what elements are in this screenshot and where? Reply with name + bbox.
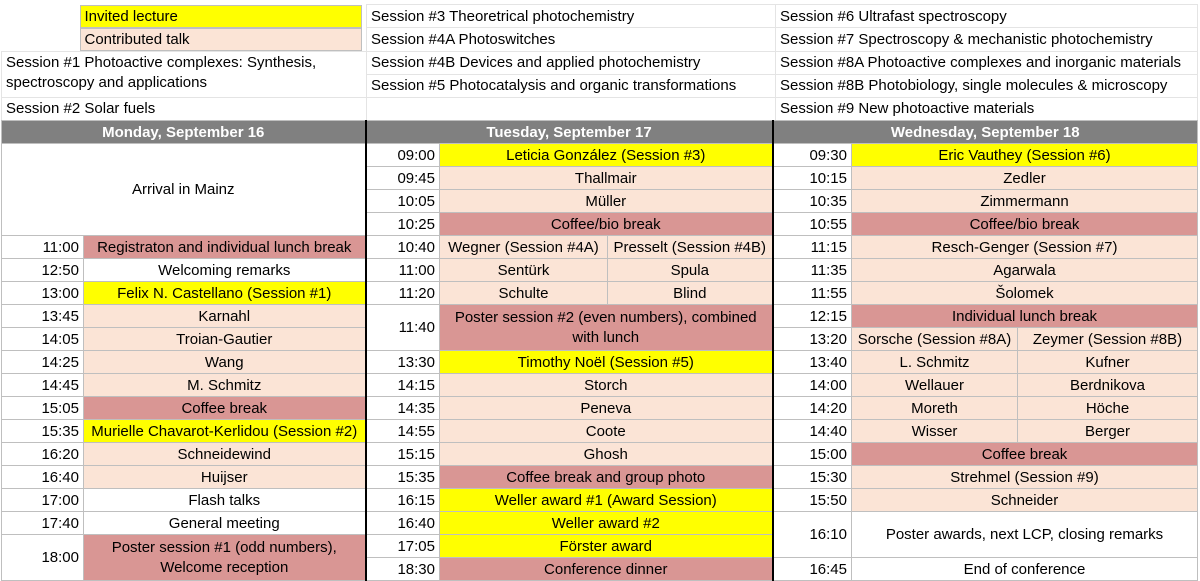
tue-time: 16:40 [366, 512, 440, 535]
tue-time: 10:25 [366, 213, 440, 236]
wed-event-a: Moreth [852, 397, 1018, 420]
schedule-table [1, 120, 1198, 581]
wed-event: Individual lunch break [852, 305, 1198, 328]
schedule-row [2, 144, 1198, 167]
tue-time: 14:55 [366, 420, 440, 443]
wed-event: Coffee/bio break [852, 213, 1198, 236]
wed-time: 13:40 [773, 351, 852, 374]
wed-event: Schneider [852, 489, 1198, 512]
tue-event: Förster award [440, 535, 773, 558]
mon-event: General meeting [84, 512, 366, 535]
legend-session-3: Session #3 Theoretrical photochemistry [367, 5, 776, 28]
wed-event-b: Berger [1018, 420, 1198, 443]
tue-time: 14:35 [366, 397, 440, 420]
wed-event-a: Sorsche (Session #8A) [852, 328, 1018, 351]
tue-time: 11:00 [366, 259, 440, 282]
tue-time: 17:05 [366, 535, 440, 558]
legend-session-6: Session #6 Ultrafast spectroscopy [776, 5, 1198, 28]
wed-time: 15:30 [773, 466, 852, 489]
mon-event: Flash talks [84, 489, 366, 512]
wed-time: 10:35 [773, 190, 852, 213]
tue-time: 09:45 [366, 167, 440, 190]
tue-event-b: Blind [608, 282, 773, 305]
mon-time: 17:40 [2, 512, 84, 535]
tue-event: Conference dinner [440, 558, 773, 581]
tue-event: Timothy Noël (Session #5) [440, 351, 773, 374]
wed-time: 16:10 [773, 512, 852, 558]
legend-empty [367, 97, 776, 120]
mon-time: 17:00 [2, 489, 84, 512]
mon-time: 14:45 [2, 374, 84, 397]
mon-event: Schneidewind [84, 443, 366, 466]
day-header-row [2, 121, 1198, 144]
legend-session-2: Session #2 Solar fuels [2, 97, 367, 120]
tue-event-a: Schulte [440, 282, 608, 305]
tue-event: Coote [440, 420, 773, 443]
day-header-monday: Monday, September 16 [2, 121, 366, 144]
tue-event: Thallmair [440, 167, 773, 190]
schedule-row [2, 397, 1198, 420]
wed-time: 10:55 [773, 213, 852, 236]
wed-event: Zedler [852, 167, 1198, 190]
wed-time: 14:20 [773, 397, 852, 420]
mon-event: Murielle Chavarot-Kerlidou (Session #2) [84, 420, 366, 443]
mon-time: 16:40 [2, 466, 84, 489]
wed-event-a: L. Schmitz [852, 351, 1018, 374]
mon-time: 15:05 [2, 397, 84, 420]
wed-event: Resch-Genger (Session #7) [852, 236, 1198, 259]
wed-time: 09:30 [773, 144, 852, 167]
tue-time: 11:20 [366, 282, 440, 305]
schedule-row [2, 236, 1198, 259]
tue-event: Coffee break and group photo [440, 466, 773, 489]
legend-table [1, 4, 1198, 121]
mon-time: 11:00 [2, 236, 84, 259]
mon-event: M. Schmitz [84, 374, 366, 397]
day-header-tuesday: Tuesday, September 17 [366, 121, 773, 144]
wed-event: Zimmermann [852, 190, 1198, 213]
mon-time: 18:00 [2, 535, 84, 581]
wed-time: 12:15 [773, 305, 852, 328]
legend-session-4a: Session #4A Photoswitches [367, 28, 776, 52]
tue-event: Storch [440, 374, 773, 397]
wed-time: 15:00 [773, 443, 852, 466]
monday-arrival: Arrival in Mainz [2, 144, 366, 236]
wed-time: 13:20 [773, 328, 852, 351]
schedule-row [2, 443, 1198, 466]
tue-time: 10:05 [366, 190, 440, 213]
mon-event: Troian-Gautier [84, 328, 366, 351]
wed-time: 14:40 [773, 420, 852, 443]
wed-time: 10:15 [773, 167, 852, 190]
tue-event-a: Sentürk [440, 259, 608, 282]
wed-event: Poster awards, next LCP, closing remarks [852, 512, 1198, 558]
wed-event-a: Wisser [852, 420, 1018, 443]
mon-event: Wang [84, 351, 366, 374]
legend-session-1: Session #1 Photoactive complexes: Synthesis, spectroscopy and applications [2, 51, 367, 97]
wed-time: 14:00 [773, 374, 852, 397]
mon-time: 12:50 [2, 259, 84, 282]
tue-time: 10:40 [366, 236, 440, 259]
legend-session-8b: Session #8B Photobiology, single molecules & microscopy [776, 74, 1198, 97]
mon-event: Welcoming remarks [84, 259, 366, 282]
wed-time: 16:45 [773, 558, 852, 581]
mon-time: 16:20 [2, 443, 84, 466]
schedule-row [2, 305, 1198, 328]
legend-session-7: Session #7 Spectroscopy & mechanistic photochemistry [776, 28, 1198, 52]
wed-event: Agarwala [852, 259, 1198, 282]
legend-contributed: Contributed talk [80, 28, 363, 51]
wed-event: Eric Vauthey (Session #6) [852, 144, 1198, 167]
tue-time: 11:40 [366, 305, 440, 351]
wed-event-b: Berdnikova [1018, 374, 1198, 397]
tue-event: Coffee/bio break [440, 213, 773, 236]
mon-event: Karnahl [84, 305, 366, 328]
legend-session-8a: Session #8A Photoactive complexes and inorganic materials [776, 51, 1198, 74]
wed-time: 15:50 [773, 489, 852, 512]
wed-event-b: Höche [1018, 397, 1198, 420]
mon-event: Registraton and individual lunch break [84, 236, 366, 259]
tue-time: 14:15 [366, 374, 440, 397]
tue-time: 15:35 [366, 466, 440, 489]
schedule-row [2, 374, 1198, 397]
tue-time: 13:30 [366, 351, 440, 374]
wed-event-b: Kufner [1018, 351, 1198, 374]
wed-event: Strehmel (Session #9) [852, 466, 1198, 489]
wed-event-b: Zeymer (Session #8B) [1018, 328, 1198, 351]
tue-event: Poster session #2 (even numbers), combined with lunch [440, 305, 773, 351]
schedule-row [2, 512, 1198, 535]
mon-event: Poster session #1 (odd numbers), Welcome reception [84, 535, 366, 581]
legend-session-5: Session #5 Photocatalysis and organic transformations [367, 74, 776, 97]
tue-event-a: Wegner (Session #4A) [440, 236, 608, 259]
day-header-wednesday: Wednesday, September 18 [773, 121, 1198, 144]
tue-event: Peneva [440, 397, 773, 420]
schedule-row [2, 466, 1198, 489]
mon-time: 14:25 [2, 351, 84, 374]
mon-time: 14:05 [2, 328, 84, 351]
mon-event: Coffee break [84, 397, 366, 420]
tue-event-b: Spula [608, 259, 773, 282]
schedule-row [2, 351, 1198, 374]
mon-time: 13:00 [2, 282, 84, 305]
schedule-row [2, 259, 1198, 282]
schedule-row [2, 420, 1198, 443]
tue-event: Weller award #2 [440, 512, 773, 535]
wed-time: 11:35 [773, 259, 852, 282]
tue-event-b: Presselt (Session #4B) [608, 236, 773, 259]
mon-time: 13:45 [2, 305, 84, 328]
legend-invited-cell [2, 5, 367, 28]
mon-event: Huijser [84, 466, 366, 489]
tue-event: Weller award #1 (Award Session) [440, 489, 773, 512]
legend-session-4b: Session #4B Devices and applied photochemistry [367, 51, 776, 74]
mon-event: Felix N. Castellano (Session #1) [84, 282, 366, 305]
wed-event: End of conference [852, 558, 1198, 581]
tue-time: 18:30 [366, 558, 440, 581]
tue-event: Müller [440, 190, 773, 213]
wed-event-a: Wellauer [852, 374, 1018, 397]
tue-event: Ghosh [440, 443, 773, 466]
legend-invited: Invited lecture [80, 5, 363, 28]
legend-session-9: Session #9 New photoactive materials [776, 97, 1198, 120]
tue-time: 15:15 [366, 443, 440, 466]
tue-time: 09:00 [366, 144, 440, 167]
wed-event: Šolomek [852, 282, 1198, 305]
wed-time: 11:15 [773, 236, 852, 259]
schedule-row [2, 489, 1198, 512]
wed-time: 11:55 [773, 282, 852, 305]
tue-event: Leticia González (Session #3) [440, 144, 773, 167]
tue-time: 16:15 [366, 489, 440, 512]
wed-event: Coffee break [852, 443, 1198, 466]
schedule-row [2, 282, 1198, 305]
mon-time: 15:35 [2, 420, 84, 443]
legend-contributed-cell [2, 28, 367, 52]
